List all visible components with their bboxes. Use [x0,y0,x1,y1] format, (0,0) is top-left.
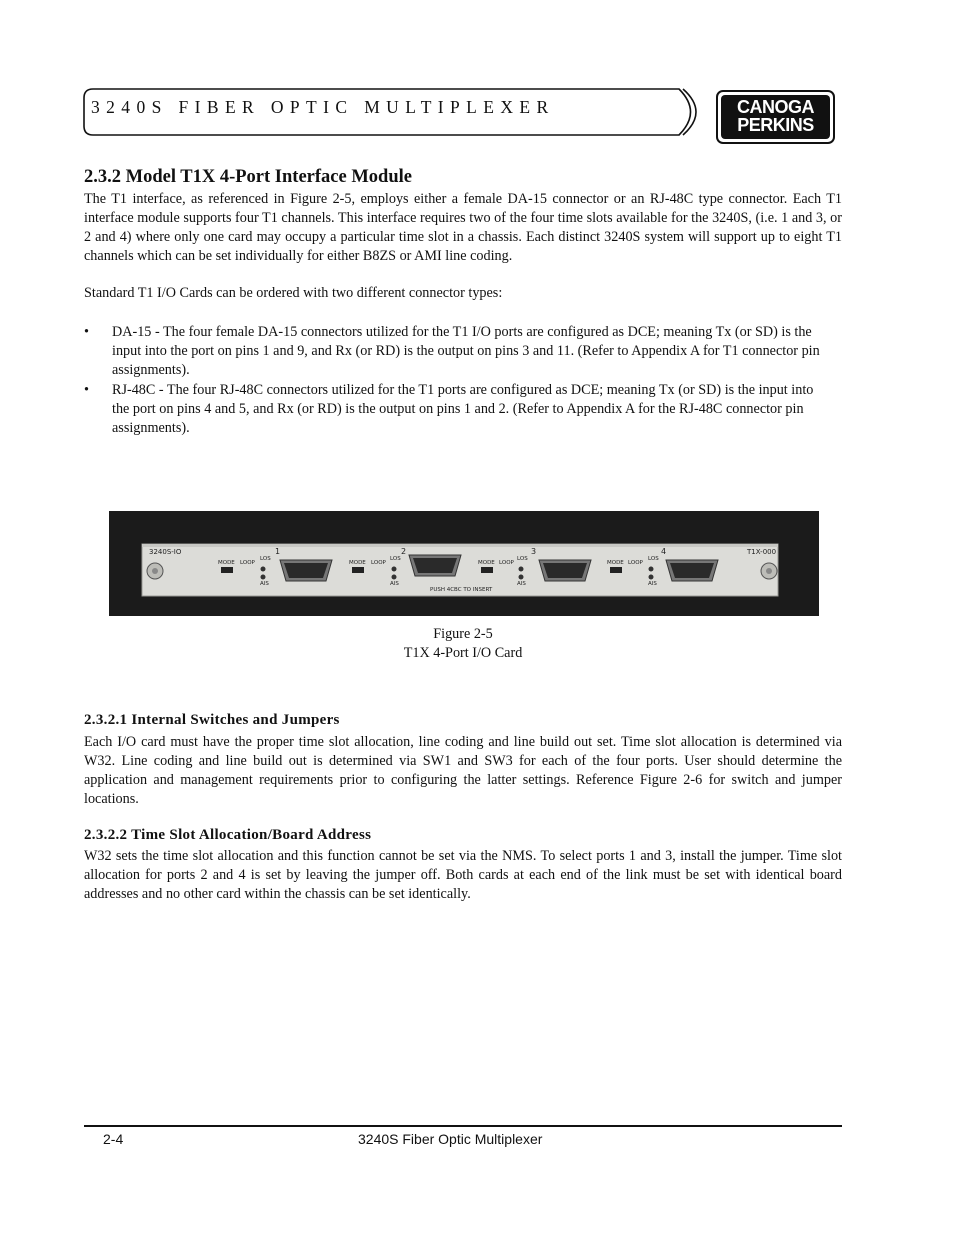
mode-label: MODE [478,560,495,566]
left-thumbscrew [147,563,163,579]
bullet-glyph: • [84,382,89,398]
bullet-glyph: • [84,324,89,340]
card-label-right: T1X-000 [747,548,777,556]
los-label: LOS [390,556,401,562]
mode-switch [221,567,233,573]
ais-led [649,575,654,580]
logo-line1: CANOGA [737,97,814,117]
footer-rule [84,1125,842,1127]
port-number: 4 [661,547,667,556]
ais-led [261,575,266,580]
ais-label: AIS [260,581,269,587]
subsection-heading-time-slot: 2.3.2.2 Time Slot Allocation/Board Address [84,827,372,843]
right-thumbscrew [761,563,777,579]
connector-types-paragraph: Standard T1 I/O Cards can be ordered with two different connector types: [84,285,503,301]
banner-title: 3240S FIBER OPTIC MULTIPLEXER [91,97,555,117]
page-number: 2-4 [103,1131,124,1147]
port-number: 1 [275,547,281,556]
bullet-text: RJ-48C - The four RJ-48C connectors utilized for the T1 ports are configured as DCE; meaning Tx (or SD) is the input into the port on pins 4 and 5, and Rx (or RD) is the output on pins 1 and 2. (Refer to Appendix A for the RJ-48C connector pin assignments). [112,382,814,436]
mode-label: MODE [218,560,235,566]
mode-switch [352,567,364,573]
logo-line2: PERKINS [737,115,814,135]
port-number: 2 [401,547,407,556]
bullet-text: DA-15 - The four female DA-15 connectors utilized for the T1 I/O ports are configured as DCE; meaning Tx (or SD) is the input into the port on pins 1 and 9, and Rx (or RD) is the output on pins 3 and 11. (Refer to Appendix A for T1 connector pin assignments). [112,324,820,378]
figure-caption-title: T1X 4-Port I/O Card [403,645,523,661]
canoga-perkins-logo [716,90,835,144]
los-label: LOS [260,556,271,562]
ais-led [392,575,397,580]
t1x-card-photo [109,511,819,616]
bullet-rj48c [84,381,842,438]
subsection-heading-switches: 2.3.2.1 Internal Switches and Jumpers [84,712,340,728]
bullet-da15 [84,323,842,380]
switches-paragraph: Each I/O card must have the proper time slot allocation, line coding and line build out set. Time slot allocation is determined via W32. Line coding and line build out is determined via SW1 and SW3 for each of the four ports. User should determine the application and management requirements prior to configuring the latter settings. Reference Figure 2-6 for switch and jumper locations. [84,734,842,807]
time-slot-paragraph: W32 sets the time slot allocation and this function cannot be set via the NMS. To select ports 1 and 3, install the jumper. Time slot allocation for ports 2 and 4 is set by leaving the jumper off. Both cards at each end of the link must be set with identical board addresses and no other card within the chassis can be set identically. [84,848,842,902]
mode-label: MODE [607,560,624,566]
intro-paragraph: The T1 interface, as referenced in Figure 2-5, employs either a female DA-15 connector or an RJ-48C type connector. Each T1 interface module supports four T1 channels. This interface requires two of the four time slots available for the 3240S, (i.e. 1 and 3, or 2 and 4) where only one card may occupy a particular time slot in a chassis. Each distinct 3240S system will support up to eight T1 channels which can be set individually for either B8ZS or AMI line coding. [84,191,842,264]
mode-switch [481,567,493,573]
card-label-left: 3240S-IO [149,548,182,556]
los-label: LOS [517,556,528,562]
ais-led [519,575,524,580]
los-led [649,567,654,572]
los-led [392,567,397,572]
footer-title: 3240S Fiber Optic Multiplexer [358,1131,543,1147]
header-banner [83,88,704,136]
los-led [261,567,266,572]
loop-label: LOOP [240,560,255,566]
loop-label: LOOP [499,560,514,566]
loop-label: LOOP [371,560,386,566]
los-led [519,567,524,572]
mode-switch [610,567,622,573]
ais-label: AIS [390,581,399,587]
figure-caption-number: Figure 2-5 [433,626,493,642]
push-text: PUSH 4CBC TO INSERT [430,587,493,593]
port-number: 3 [531,547,537,556]
ais-label: AIS [517,581,526,587]
ais-label: AIS [648,581,657,587]
loop-label: LOOP [628,560,643,566]
section-heading: 2.3.2 Model T1X 4-Port Interface Module [84,167,412,187]
mode-label: MODE [349,560,366,566]
los-label: LOS [648,556,659,562]
